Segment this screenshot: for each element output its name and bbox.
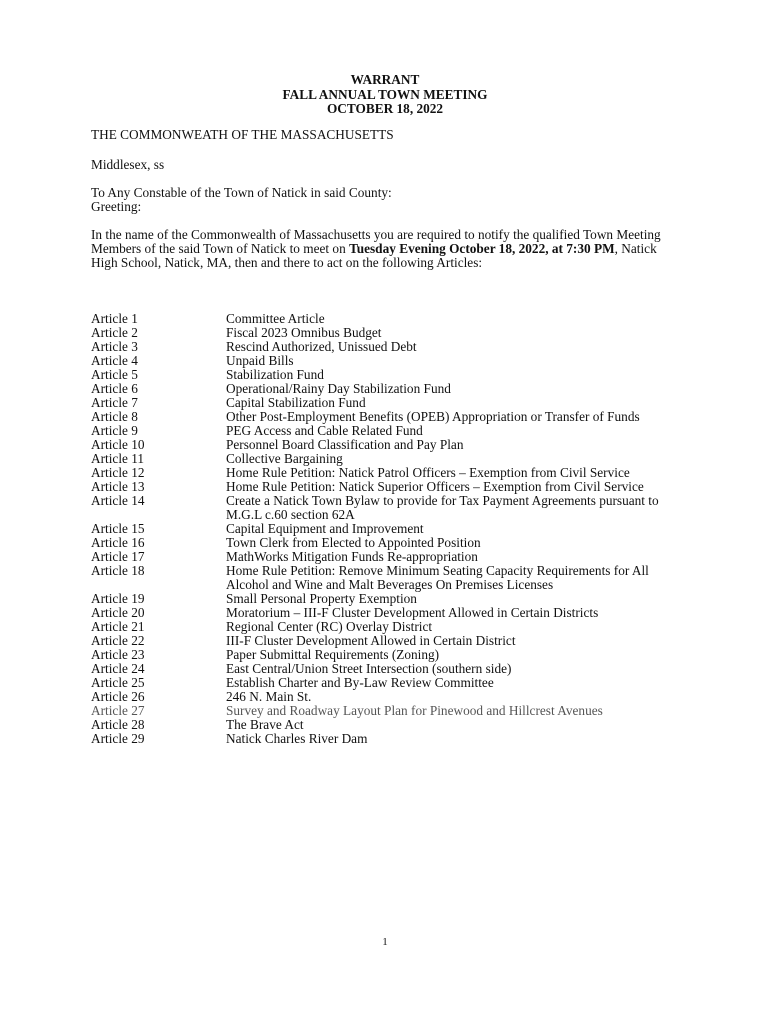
article-number: Article 28 bbox=[91, 717, 145, 732]
article-title: Stabilization Fund bbox=[226, 367, 324, 382]
article-row bbox=[91, 326, 691, 340]
article-row bbox=[91, 690, 691, 704]
article-number: Article 15 bbox=[91, 521, 145, 536]
article-number: Article 22 bbox=[91, 633, 145, 648]
article-title: MathWorks Mitigation Funds Re-appropriation bbox=[226, 549, 478, 564]
article-title: Moratorium – III-F Cluster Development Allowed in Certain Districts bbox=[226, 605, 599, 620]
article-row bbox=[91, 732, 691, 746]
article-number: Article 27 bbox=[91, 703, 145, 718]
header-title: WARRANT bbox=[350, 72, 420, 87]
article-title: III-F Cluster Development Allowed in Certain District bbox=[226, 633, 516, 648]
article-row bbox=[91, 662, 691, 676]
article-title: East Central/Union Street Intersection (southern side) bbox=[226, 661, 512, 676]
article-number: Article 14 bbox=[91, 493, 145, 508]
article-number: Article 13 bbox=[91, 479, 145, 494]
article-number: Article 8 bbox=[91, 409, 138, 424]
warrant-header bbox=[0, 73, 770, 117]
article-number: Article 6 bbox=[91, 381, 138, 396]
article-number: Article 19 bbox=[91, 591, 145, 606]
article-number: Article 12 bbox=[91, 465, 145, 480]
article-row bbox=[91, 634, 691, 648]
article-number: Article 18 bbox=[91, 563, 145, 578]
article-number: Article 26 bbox=[91, 689, 145, 704]
article-row bbox=[91, 340, 691, 354]
article-title: Town Clerk from Elected to Appointed Position bbox=[226, 535, 481, 550]
article-title: Operational/Rainy Day Stabilization Fund bbox=[226, 381, 451, 396]
address-block bbox=[91, 186, 691, 214]
article-title: Unpaid Bills bbox=[226, 353, 294, 368]
article-row bbox=[91, 536, 691, 550]
article-row bbox=[91, 480, 691, 494]
article-number: Article 10 bbox=[91, 437, 145, 452]
article-number: Article 11 bbox=[91, 451, 145, 466]
county-line: Middlesex, ss bbox=[91, 157, 165, 172]
article-number: Article 25 bbox=[91, 675, 145, 690]
article-title: Regional Center (RC) Overlay District bbox=[226, 619, 433, 634]
address-greeting: Greeting: bbox=[91, 199, 142, 214]
article-number: Article 17 bbox=[91, 549, 145, 564]
article-title: Committee Article bbox=[226, 311, 325, 326]
article-number: Article 16 bbox=[91, 535, 145, 550]
article-title: The Brave Act bbox=[226, 717, 304, 732]
article-number: Article 4 bbox=[91, 353, 138, 368]
article-title: Survey and Roadway Layout Plan for Pinewood and Hillcrest Avenues bbox=[226, 703, 603, 718]
article-row bbox=[91, 424, 691, 438]
article-title: Home Rule Petition: Remove Minimum Seating Capacity Requirements for All Alcohol and Wine and Malt Beverages On Premises Licenses bbox=[226, 563, 649, 592]
article-number: Article 3 bbox=[91, 339, 138, 354]
article-title: Home Rule Petition: Natick Patrol Officers – Exemption from Civil Service bbox=[226, 465, 630, 480]
article-number: Article 29 bbox=[91, 731, 145, 746]
header-meeting-name: FALL ANNUAL TOWN MEETING bbox=[282, 86, 488, 102]
body-outro: , Natick High School, Natick, MA, then and there to act on the following Articles: bbox=[91, 241, 657, 270]
article-title: Capital Equipment and Improvement bbox=[226, 521, 424, 536]
article-title: Natick Charles River Dam bbox=[226, 731, 368, 746]
article-title: PEG Access and Cable Related Fund bbox=[226, 423, 423, 438]
article-title: 246 N. Main St. bbox=[226, 689, 312, 704]
article-row bbox=[91, 312, 691, 326]
article-row bbox=[91, 466, 691, 480]
article-number: Article 21 bbox=[91, 619, 145, 634]
body-datetime: Tuesday Evening October 18, 2022, at 7:30 PM bbox=[349, 241, 615, 256]
article-title: Small Personal Property Exemption bbox=[226, 591, 417, 606]
article-row bbox=[91, 592, 691, 606]
article-row bbox=[91, 354, 691, 368]
article-row bbox=[91, 648, 691, 662]
article-title: Fiscal 2023 Omnibus Budget bbox=[226, 325, 382, 340]
article-row bbox=[91, 410, 691, 424]
article-row bbox=[91, 522, 691, 536]
article-row bbox=[91, 382, 691, 396]
article-number: Article 24 bbox=[91, 661, 145, 676]
article-row bbox=[91, 564, 691, 592]
article-title: Collective Bargaining bbox=[226, 451, 343, 466]
article-row bbox=[91, 368, 691, 382]
article-row bbox=[91, 606, 691, 620]
page-number: 1 bbox=[382, 936, 388, 948]
body-intro: In the name of the Commonwealth of Massachusetts you are required to notify the qualified Town Meeting Members of the said Town of Natick to meet on bbox=[91, 227, 661, 256]
article-number: Article 5 bbox=[91, 367, 138, 382]
article-row bbox=[91, 704, 691, 718]
article-title: Create a Natick Town Bylaw to provide for Tax Payment Agreements pursuant to M.G.L c.60 section 62A bbox=[226, 493, 659, 522]
header-date: OCTOBER 18, 2022 bbox=[326, 101, 444, 116]
article-title: Paper Submittal Requirements (Zoning) bbox=[226, 647, 440, 662]
article-row bbox=[91, 494, 691, 522]
article-row bbox=[91, 452, 691, 466]
articles-list bbox=[91, 312, 691, 746]
article-row bbox=[91, 550, 691, 564]
article-number: Article 9 bbox=[91, 423, 138, 438]
article-row bbox=[91, 676, 691, 690]
article-title: Other Post-Employment Benefits (OPEB) Appropriation or Transfer of Funds bbox=[226, 409, 640, 424]
article-number: Article 23 bbox=[91, 647, 145, 662]
article-row bbox=[91, 718, 691, 732]
article-number: Article 7 bbox=[91, 395, 138, 410]
article-number: Article 20 bbox=[91, 605, 145, 620]
article-row bbox=[91, 396, 691, 410]
article-title: Home Rule Petition: Natick Superior Officers – Exemption from Civil Service bbox=[226, 479, 644, 494]
article-number: Article 1 bbox=[91, 311, 138, 326]
body-paragraph bbox=[91, 228, 681, 270]
article-number: Article 2 bbox=[91, 325, 138, 340]
article-row bbox=[91, 620, 691, 634]
commonwealth-line: THE COMMONWEATH OF THE MASSACHUSETTS bbox=[91, 127, 394, 142]
address-constable: To Any Constable of the Town of Natick in said County: bbox=[91, 185, 392, 200]
article-title: Establish Charter and By-Law Review Committee bbox=[226, 675, 494, 690]
article-title: Capital Stabilization Fund bbox=[226, 395, 366, 410]
article-title: Personnel Board Classification and Pay Plan bbox=[226, 437, 464, 452]
article-row bbox=[91, 438, 691, 452]
article-title: Rescind Authorized, Unissued Debt bbox=[226, 339, 417, 354]
